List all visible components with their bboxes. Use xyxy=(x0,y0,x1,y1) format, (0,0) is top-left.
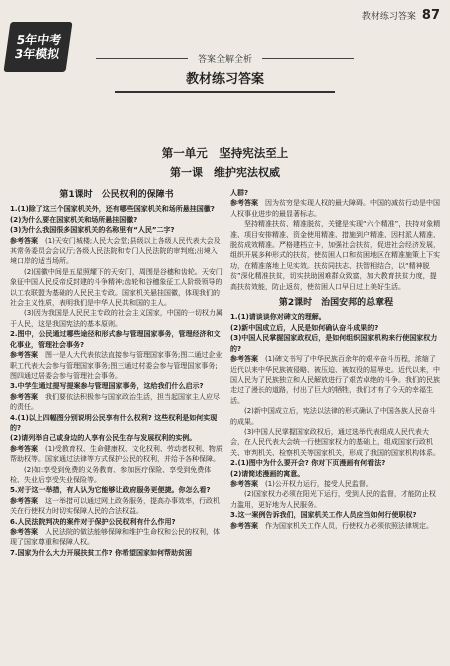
answer-paragraph: (3)因为我国是人民民主专政的社会主义国家，中国的一切权力属于人民，这是我国宪法的基本原则。 xyxy=(10,309,223,328)
answer-text xyxy=(230,521,442,531)
question-text: (2)为什么要在国家机关和场所悬挂国徽? xyxy=(10,215,138,224)
answer-body: 作为国家机关工作人员，行使权力必须依照法律规定。 xyxy=(265,521,433,530)
question-text: 1.(1)除了这三个国家机关外，还有哪些国家机关和场所悬挂国徽? xyxy=(10,205,215,214)
answer-label: 参考答案 xyxy=(230,521,258,530)
question-text: (2)请简述漫画的寓意。 xyxy=(230,469,305,478)
question-text: (2)请列举自己或身边的人享有公民生存与发展权利的实例。 xyxy=(10,434,197,443)
answer-label: 参考答案 xyxy=(230,355,258,364)
section-title: 第1课时 公民权利的保障书 xyxy=(59,190,174,200)
question-text: (3)中国人民掌握国家政权后，是如何组织国家机构来行使国家权力的? xyxy=(230,334,438,353)
right-content-top xyxy=(230,188,442,292)
answer-body: 人民法院的做法能够保障和维护生命权和公民的权利，体现了国家尊重和保障人权。 xyxy=(10,528,220,547)
right-content-bottom xyxy=(230,312,442,531)
answer-label: 参考答案 xyxy=(10,351,38,360)
answer-body: (1)公开权力运行，接受人民监督。 xyxy=(265,479,373,488)
answer-paragraph: 坚持精准扶贫、精准脱贫，关键是实现“六个精准”，扶持对象精准、项目安排精准、资金使用精准、措施到户精准、因村派人精准、脱贫成效精准。严格建档立卡，加强社会扶贫，促进社会经济发展，组织开展多种形式的扶贫，使贫困人口和贫困地区在精准施策上下实功，在精准落地上见实效。扶贫同扶志、扶智相结合，以“精神脱贫”深化精准扶贫，切实扶助困难群众致富，加大教育扶贫力度，提高扶贫效能，防止返贫，使贫困人口早日过上美好生活。 xyxy=(230,220,441,291)
logo-line-2: 3年模拟 xyxy=(13,47,61,61)
question-text: 5.对于这一举措，有人认为它能够让政府服务更便捷。你怎么看? xyxy=(10,486,211,495)
answer-paragraph: (2)国徽中间是五星照耀下的天安门，周围是谷穗和齿轮。天安门象征中国人民反帝反封建的斗争精神;齿轮和谷穗象征工人阶级领导的以工农联盟为基础的人民民主专政。国家机关悬挂国徽，体现我们的社会主义性质，表明我们是中华人民共和国的主人。 xyxy=(10,267,223,308)
divider xyxy=(96,58,188,59)
right-column xyxy=(230,188,442,531)
answer-text xyxy=(10,444,223,465)
question-text: 4.(1)以上四幅图分别说明公民享有什么权利? 这些权利是如何实现的? xyxy=(10,413,218,432)
question-text: 3.中学生通过提写提案参与管理国家事务，这给我们什么启示? xyxy=(10,382,204,391)
answer-label: 参考答案 xyxy=(10,236,38,245)
question-text: 3.这一案例告诉我们，国家机关工作人员应当如何行使职权? xyxy=(230,511,417,520)
answer-paragraph: (2)如:享受到免费的义务教育、参加医疗保险、享受到免费体检、失业后享受失业保险等。 xyxy=(10,465,212,484)
answer-paragraph: (2)国家权力必须在阳光下运行，受到人民的监督，才能防止权力滥用，更好地为人民服务。 xyxy=(230,490,436,509)
answer-label: 参考答案 xyxy=(230,479,258,488)
answer-text xyxy=(10,350,223,381)
answer-label: 参考答案 xyxy=(10,444,38,453)
answer-text xyxy=(10,392,223,413)
answer-text xyxy=(230,198,442,219)
answer-body: (1)天安门城楼;人民大会堂;县级以上各级人民代表大会及其常务委员会会议厅;各级人民法院和专门人民法院的审判庭;出境入境口岸的适当场所。 xyxy=(10,236,221,266)
answer-body: 图一是人大代表依法直接参与管理国家事务;图二通过企业职工代表大会参与管理国家事务;图三通过村委会参与管理国家事务;图四通过居委会参与管理社会事务。 xyxy=(10,351,223,380)
logo-line-1: 5年中考 xyxy=(15,33,63,47)
question-text: 7.国家为什么大力开展扶贫工作? 你希望国家如何帮助贫困 xyxy=(10,548,193,557)
answer-label: 参考答案 xyxy=(10,496,38,505)
answer-text xyxy=(10,527,223,548)
answer-body: (1)碑文书写了中华民族百余年的艰辛奋斗历程，浓缩了近代以来中华民族被侵略、被压迫、被奴役的屈辱史。近代以来，中国人民为了民族独立和人民解放进行了艰苦卓绝的斗争。我们的民族走过了漫长的道路，付出了巨大的牺牲，我们才有了今天的幸福生活。 xyxy=(230,355,440,405)
answer-text xyxy=(10,236,223,267)
left-content xyxy=(10,204,223,558)
answer-text xyxy=(230,479,442,489)
page-header xyxy=(362,8,440,23)
question-text: 6.人民法院判决的案件对于保护公民权利有什么作用? xyxy=(10,517,176,526)
answer-paragraph: (3)中国人民掌握国家政权后，通过选举代表组成人民代表大会，在人民代表大会统一行使国家权力的基础上，组成国家行政机关、审判机关、检察机关等国家机关，形成了我国的国家机构体系。 xyxy=(230,427,440,457)
answer-text xyxy=(230,354,442,406)
answer-body: 我们要依法积极参与国家政治生活，担当起国家主人应尽的责任。 xyxy=(10,392,220,412)
answer-body: 这一举措可以通过网上政务服务，提高办事效率，行政机关在行使权力时切实保障人民的合法权益。 xyxy=(10,496,220,516)
question-text: 2.(1)图中为什么要开会? 你对下页漫画有何看法? xyxy=(230,459,386,468)
left-column xyxy=(10,188,223,558)
question-text: 2.图中，公民通过哪些途径和形式参与管理国家事务，管理经济和文化事业，管理社会事务? xyxy=(10,330,221,349)
title-block xyxy=(0,52,450,93)
answer-label: 参考答案 xyxy=(10,528,38,536)
page-number: 87 xyxy=(421,8,440,23)
answer-label: 参考答案 xyxy=(10,392,38,401)
answer-label: 参考答案 xyxy=(230,199,258,208)
title-underline xyxy=(115,91,335,93)
answer-text xyxy=(10,496,223,517)
answer-body: 因为贫穷是实现人权的最大障碍。中国的减贫行动是中国人权事业进步的最显著标志。 xyxy=(230,199,440,218)
section-title: 第2课时 治国安邦的总章程 xyxy=(278,298,394,309)
answer-paragraph: (2)新中国成立后，宪法以法律的形式确认了中国各族人民奋斗的成果。 xyxy=(230,407,436,426)
unit-title: 第一单元 坚持宪法至上 xyxy=(161,146,289,160)
question-text: 人群? xyxy=(230,189,249,197)
page-title: 教材练习答案 xyxy=(185,72,264,87)
lesson-title: 第一课 维护宪法权威 xyxy=(170,166,280,179)
divider xyxy=(262,58,354,59)
question-text: 1.(1)请谈谈你对碑文的理解。 xyxy=(230,313,326,322)
title-subtitle: 答案全解全析 xyxy=(197,55,252,65)
question-text: (3)为什么我国很多国家机关的名称里有“人民”二字? xyxy=(10,226,175,235)
question-text: (2)新中国成立后，人民是如何确认奋斗成果的? xyxy=(230,323,379,332)
header-label: 教材练习答案 xyxy=(361,12,416,22)
answer-body: (1)受教育权、生命健康权、文化权利、劳动者权利、物质帮助权等。国家通过法律等方式保护公民的权利，并给予各种保障。 xyxy=(10,444,223,464)
